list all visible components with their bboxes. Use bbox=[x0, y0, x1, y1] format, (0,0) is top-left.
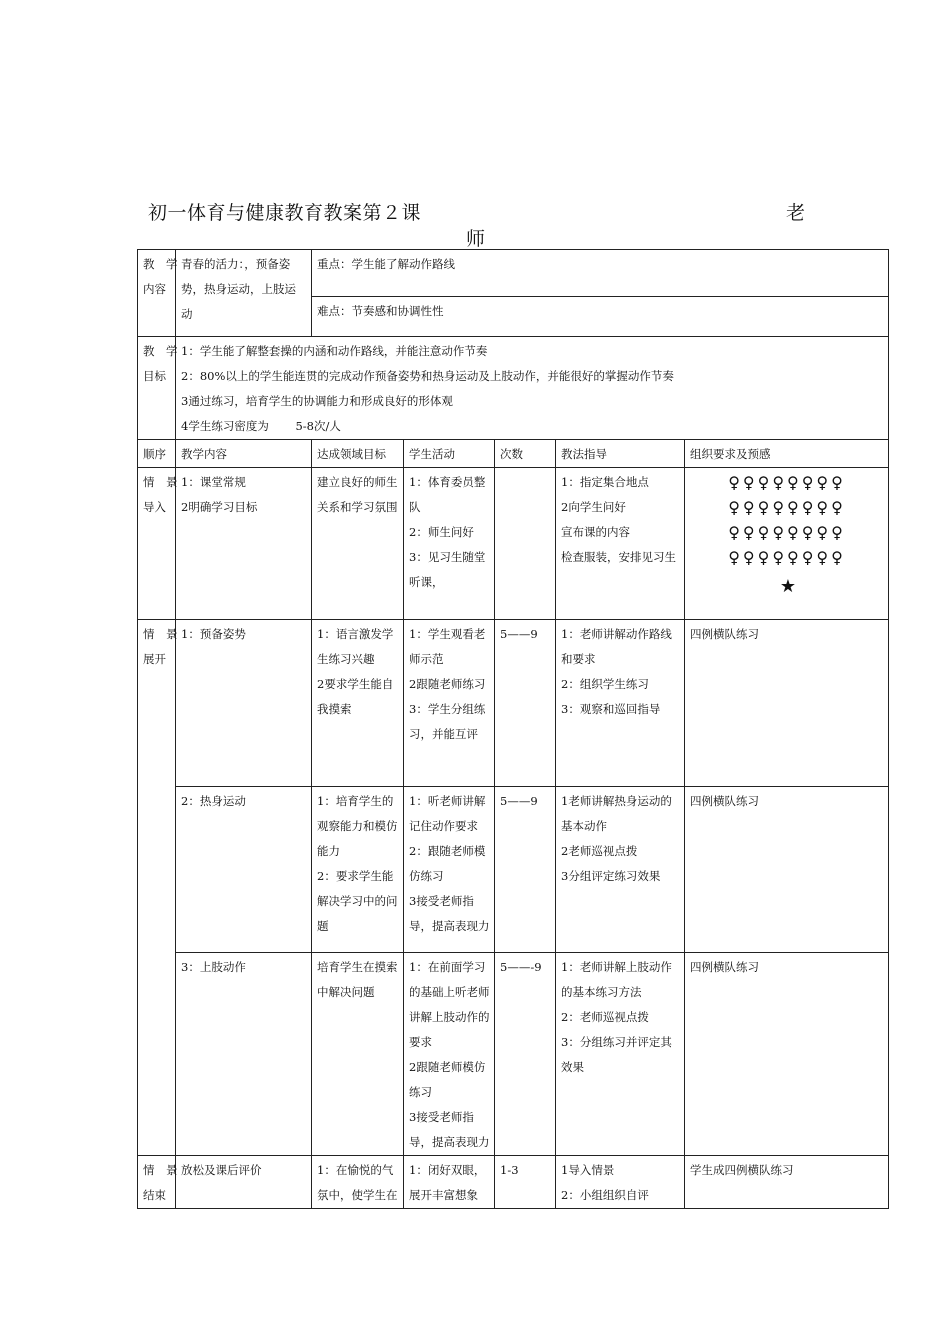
method-line: 1导入情景 bbox=[561, 1163, 615, 1177]
goal-line: 2要求学生能自 bbox=[317, 677, 394, 691]
goal-line: 解决学习中的问 bbox=[317, 894, 398, 908]
method-line: 基本动作 bbox=[561, 819, 607, 833]
teacher-label-part2: 师 bbox=[466, 228, 486, 250]
goal-line: 我摸索 bbox=[317, 702, 352, 716]
key-point-text: 重点：学生能了解动作路线 bbox=[317, 257, 455, 271]
method-line: 2向学生问好 bbox=[561, 500, 626, 514]
org-cell: 四例横队练习 bbox=[685, 953, 889, 1156]
org-cell: 四例横队练习 bbox=[685, 787, 889, 953]
activity-line: 2：跟随老师模 bbox=[409, 844, 486, 858]
activity-cell bbox=[404, 787, 495, 953]
goal-line: 培育学生在摸索 bbox=[317, 960, 398, 974]
stage-line: 导入 bbox=[143, 500, 166, 514]
goal-line: 氛中，使学生在 bbox=[317, 1188, 398, 1202]
method-line: 和要求 bbox=[561, 652, 596, 666]
stage-line: 情 景 bbox=[143, 1163, 178, 1177]
method-line: 1：老师讲解上肢动作 bbox=[561, 960, 672, 974]
content-line: 放松及课后评价 bbox=[181, 1163, 262, 1177]
content-description-line: 青春的活力：，预备姿 bbox=[181, 257, 291, 271]
goal-line: 能力 bbox=[317, 844, 340, 858]
activity-line: 讲解上肢动作的 bbox=[409, 1010, 490, 1024]
goals-label-line: 目标 bbox=[143, 369, 166, 383]
formation-diagram-cell bbox=[685, 468, 889, 620]
activity-line: 师示范 bbox=[409, 652, 444, 666]
teacher-star-icon: ★ bbox=[779, 576, 797, 597]
goal-item: 4学生练习密度为 5-8次/人 bbox=[181, 419, 341, 433]
content-label-line: 内容 bbox=[143, 282, 166, 296]
content-cell bbox=[176, 1156, 312, 1209]
student-formation-row: ♀♀♀♀♀♀♀♀ bbox=[728, 523, 846, 542]
goal-item: 3通过练习，培育学生的协调能力和形成良好的形体观 bbox=[181, 394, 453, 408]
method-line: 效果 bbox=[561, 1060, 584, 1074]
activity-line: 习，并能互评 bbox=[409, 727, 478, 741]
activity-cell bbox=[404, 1156, 495, 1209]
key-point-cell bbox=[312, 250, 889, 297]
method-cell bbox=[556, 468, 685, 620]
activity-line: 要求 bbox=[409, 1035, 432, 1049]
stage-line: 情 景 bbox=[143, 475, 178, 489]
method-line: 2：老师巡视点拨 bbox=[561, 1010, 649, 1024]
activity-line: 3：学生分组练 bbox=[409, 702, 486, 716]
stage-cell bbox=[138, 1156, 176, 1209]
column-header: 教学内容 bbox=[176, 440, 312, 468]
column-header: 学生活动 bbox=[404, 440, 495, 468]
count-cell: 1-3 bbox=[495, 1156, 556, 1209]
goal-cell bbox=[312, 1156, 404, 1209]
goal-line: 题 bbox=[317, 919, 329, 933]
goal-cell bbox=[312, 620, 404, 787]
content-label-line: 教 学 bbox=[143, 257, 178, 271]
goal-line: 2：要求学生能 bbox=[317, 869, 394, 883]
content-line: 1：预备姿势 bbox=[181, 627, 246, 641]
content-description-cell bbox=[176, 250, 312, 337]
method-line: 2：组织学生练习 bbox=[561, 677, 649, 691]
activity-line: 的基础上听老师 bbox=[409, 985, 490, 999]
table-row bbox=[138, 1156, 889, 1209]
stage-cell bbox=[138, 468, 176, 620]
method-cell bbox=[556, 787, 685, 953]
activity-line: 队 bbox=[409, 500, 421, 514]
goal-line: 中解决问题 bbox=[317, 985, 375, 999]
method-line: 2老师巡视点拨 bbox=[561, 844, 638, 858]
count-cell bbox=[495, 468, 556, 620]
content-line: 2：热身运动 bbox=[181, 794, 246, 808]
column-header: 顺序 bbox=[138, 440, 176, 468]
goal-line: 生练习兴趣 bbox=[317, 652, 375, 666]
method-line: 1老师讲解热身运动的 bbox=[561, 794, 672, 808]
org-cell: 四例横队练习 bbox=[685, 620, 889, 787]
content-description-line: 势，热身运动，上肢运 bbox=[181, 282, 296, 296]
goal-line: 1：培育学生的 bbox=[317, 794, 394, 808]
activity-line: 展开丰富想象 bbox=[409, 1188, 478, 1202]
difficulty-cell bbox=[312, 297, 889, 337]
activity-line: 1：闭好双眼， bbox=[409, 1163, 486, 1177]
goal-line: 观察能力和模仿 bbox=[317, 819, 398, 833]
content-cell bbox=[176, 468, 312, 620]
method-cell bbox=[556, 1156, 685, 1209]
method-cell bbox=[556, 953, 685, 1156]
goals-label-cell bbox=[138, 337, 176, 440]
activity-line: 仿练习 bbox=[409, 869, 444, 883]
stage-line: 结束 bbox=[143, 1188, 166, 1202]
goals-label-line: 教 学 bbox=[143, 344, 178, 358]
count-cell: 5——9 bbox=[495, 787, 556, 953]
content-cell bbox=[176, 620, 312, 787]
stage-line: 情 景 bbox=[143, 627, 178, 641]
goal-cell bbox=[312, 787, 404, 953]
method-cell bbox=[556, 620, 685, 787]
column-header: 次数 bbox=[495, 440, 556, 468]
table-row bbox=[138, 620, 889, 787]
goal-line: 1：语言激发学 bbox=[317, 627, 394, 641]
activity-line: 1：学生观看老 bbox=[409, 627, 486, 641]
method-line: 3分组评定练习效果 bbox=[561, 869, 661, 883]
content-cell bbox=[176, 953, 312, 1156]
content-line: 1：课堂常规 bbox=[181, 475, 246, 489]
goal-item: 2：80%以上的学生能连贯的完成动作预备姿势和热身运动及上肢动作，并能很好的掌握动作节奏 bbox=[181, 369, 674, 383]
student-formation-row: ♀♀♀♀♀♀♀♀ bbox=[728, 548, 846, 567]
stage-line: 展开 bbox=[143, 652, 166, 666]
lesson-plan-table bbox=[137, 249, 889, 1209]
method-line: 2：小组组织自评 bbox=[561, 1188, 649, 1202]
activity-line: 1：体育委员整 bbox=[409, 475, 486, 489]
org-cell: 学生成四例横队练习 bbox=[685, 1156, 889, 1209]
student-formation-row: ♀♀♀♀♀♀♀♀ bbox=[728, 498, 846, 517]
method-line: 3：观察和巡回指导 bbox=[561, 702, 661, 716]
student-formation-row: ♀♀♀♀♀♀♀♀ bbox=[728, 473, 846, 492]
activity-line: 1：听老师讲解 bbox=[409, 794, 486, 808]
activity-cell bbox=[404, 953, 495, 1156]
goal-line: 1：在愉悦的气 bbox=[317, 1163, 394, 1177]
goals-cell bbox=[176, 337, 889, 440]
content-line: 3：上肢动作 bbox=[181, 960, 246, 974]
activity-line: 记住动作要求 bbox=[409, 819, 478, 833]
teacher-label-part1: 老 bbox=[786, 202, 806, 224]
method-line: 3：分组练习并评定其 bbox=[561, 1035, 672, 1049]
goal-item: 1：学生能了解整套操的内涵和动作路线，并能注意动作节奏 bbox=[181, 344, 488, 358]
content-description-line: 动 bbox=[181, 307, 193, 321]
column-header: 教法指导 bbox=[556, 440, 685, 468]
goal-cell bbox=[312, 468, 404, 620]
activity-line: 听课， bbox=[409, 575, 444, 589]
content-cell bbox=[176, 787, 312, 953]
count-cell: 5——9 bbox=[495, 620, 556, 787]
method-line: 检查服装，安排见习生 bbox=[561, 550, 676, 564]
table-row bbox=[138, 953, 889, 1156]
method-line: 宣布课的内容 bbox=[561, 525, 630, 539]
activity-line: 练习 bbox=[409, 1085, 432, 1099]
count-cell: 5——-9 bbox=[495, 953, 556, 1156]
goal-cell bbox=[312, 953, 404, 1156]
column-header: 达成领域目标 bbox=[312, 440, 404, 468]
activity-line: 1：在前面学习 bbox=[409, 960, 486, 974]
activity-line: 3：见习生随堂 bbox=[409, 550, 486, 564]
method-line: 1：老师讲解动作路线 bbox=[561, 627, 672, 641]
activity-line: 2跟随老师练习 bbox=[409, 677, 486, 691]
goal-line: 关系和学习氛围 bbox=[317, 500, 398, 514]
method-line: 1：指定集合地点 bbox=[561, 475, 649, 489]
document-title: 初一体育与健康教育教案第２课 bbox=[148, 202, 422, 224]
difficulty-text: 难点：节奏感和协调性性 bbox=[317, 304, 444, 318]
activity-cell bbox=[404, 468, 495, 620]
activity-line: 3接受老师指 bbox=[409, 1110, 474, 1124]
content-label-cell bbox=[138, 250, 176, 337]
activity-line: 2跟随老师模仿 bbox=[409, 1060, 486, 1074]
method-line: 的基本练习方法 bbox=[561, 985, 642, 999]
table-row bbox=[138, 468, 889, 620]
stage-cell bbox=[138, 620, 176, 1156]
column-header: 组织要求及预感 bbox=[685, 440, 889, 468]
activity-line: 3接受老师指 bbox=[409, 894, 474, 908]
activity-line: 导，提高表现力 bbox=[409, 1135, 490, 1149]
content-line: 2明确学习目标 bbox=[181, 500, 258, 514]
activity-line: 2：师生问好 bbox=[409, 525, 474, 539]
activity-line: 导，提高表现力 bbox=[409, 919, 490, 933]
table-row bbox=[138, 787, 889, 953]
activity-cell bbox=[404, 620, 495, 787]
goal-line: 建立良好的师生 bbox=[317, 475, 398, 489]
